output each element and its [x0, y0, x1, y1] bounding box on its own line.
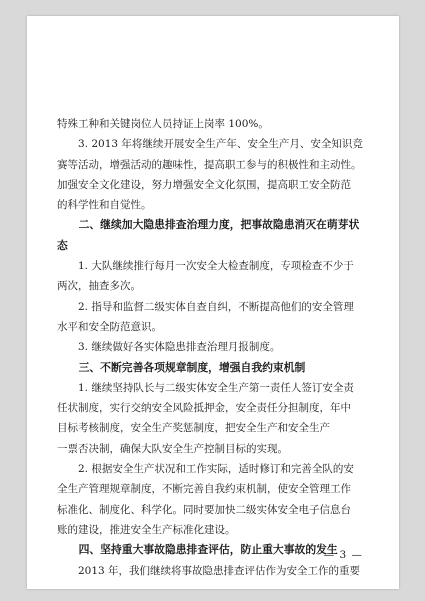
section-heading: 四、坚持重大事故隐患排查评估，防止重大事故的发生: [78, 543, 338, 557]
text-line: 3. 继续做好各实体隐患排查治理月报制度。: [78, 341, 281, 354]
text-line: 水平和安全防范意识。: [57, 320, 162, 333]
text-line: 目标考核制度，安全生产奖惩制度，把安全生产和安全生产: [57, 422, 330, 435]
text-line: 全生产管理规章制度，不断完善自我约束机制，使安全管理工作: [57, 483, 351, 496]
text-line: 特殊工种和关键岗位人员持证上岗率 100%。: [57, 118, 269, 130]
text-line: 标准化、制度化、科学化。同时要加快二级实体安全电子信息台: [57, 503, 351, 516]
text-line: 1. 继续坚持队长与二级实体安全生产第一责任人签订安全责: [78, 381, 354, 394]
text-line: 2013 年，我们继续将事故隐患排查评估作为安全工作的重要: [78, 564, 361, 577]
section-heading: 三、不断完善各项规章制度，增强自我约束机制: [78, 360, 306, 374]
text-line: 两次，抽查多次。: [57, 280, 141, 293]
text-line: 一票否决制，确保大队安全生产控制目标的实现。: [57, 442, 288, 455]
text-line: 账的建设，推进安全生产标准化建设。: [57, 523, 236, 536]
page-number: — 3 —: [323, 549, 363, 561]
document-page: [27, 16, 399, 589]
page-body: [57, 114, 375, 581]
text-line: 2. 根据安全生产状况和工作实际，适时修订和完善全队的安: [78, 463, 354, 476]
section-heading: 态: [57, 238, 68, 252]
text-line: 2. 指导和监督二级实体自查自纠，不断提高他们的安全管理: [78, 300, 354, 313]
text-line: 任状制度，实行交纳安全风险抵押金，安全责任分担制度，年中: [57, 402, 351, 415]
text-line: 3. 2013 年将继续开展安全生产年、安全生产月、安全知识竞: [78, 138, 363, 151]
text-line: 的科学性和自觉性。: [57, 199, 152, 212]
text-line: 赛等活动，增强活动的趣味性，提高职工参与的积极性和主动性。: [57, 158, 362, 171]
section-heading: 二、继续加大隐患排查治理力度，把事故隐患消灭在萌芽状: [78, 218, 360, 232]
text-line: 1. 大队继续推行每月一次安全大检查制度，专项检查不少于: [78, 260, 354, 273]
text-line: 加强安全文化建设，努力增强安全文化氛围，提高职工安全防范: [57, 178, 351, 191]
